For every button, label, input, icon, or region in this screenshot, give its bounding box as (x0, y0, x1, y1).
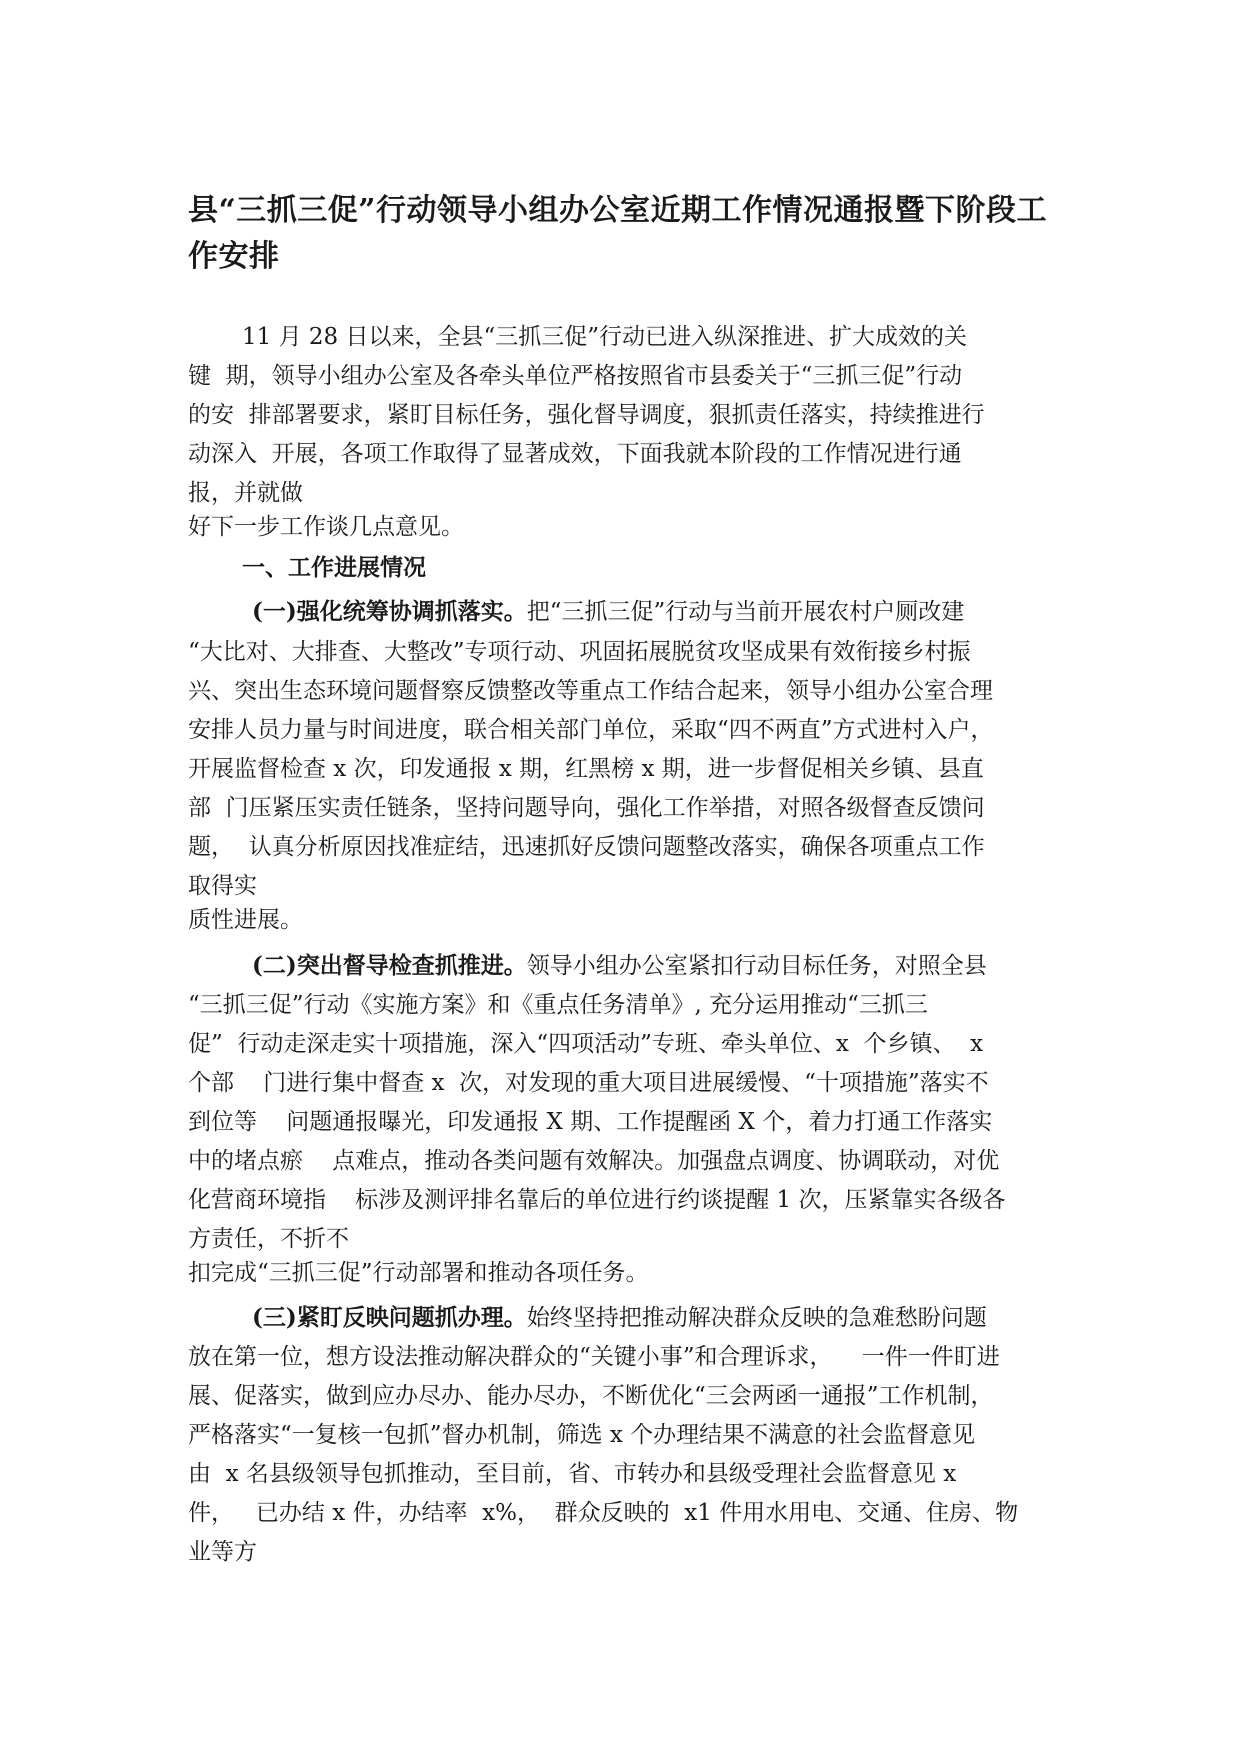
item3-line: 放在第一位，想方设法推动解决群众的“关键小事”和合理诉求， 一件一件盯进 (188, 1344, 1000, 1370)
item3-line: 由 x 名县级领导包抓推动，至目前，省、市转办和县级受理社会监督意见 x (188, 1461, 957, 1487)
item3-first-line (252, 1303, 987, 1333)
item1-line: 安排人员力量与时间进度，联合相关部门单位，采取“四不两直”方式进村入户， (188, 717, 994, 743)
item1-line: 兴、突出生态环境问题督察反馈整改等重点工作结合起来，领导小组办公室合理 (188, 678, 993, 704)
item1-text: 把“三抓三促”行动与当前开展农村户厕改建 (526, 599, 965, 625)
item2-label: (二)突出督导检查抓推进。 (252, 952, 527, 979)
intro-line: 动深入 开展，各项工作取得了显著成效，下面我就本阶段的工作情况进行通 (188, 441, 962, 467)
item3-label: (三)紧盯反映问题抓办理。 (252, 1304, 527, 1331)
item2-line: 促” 行动走深走实十项措施，深入“四项活动”专班、牵头单位、x 个乡镇、 x (188, 1031, 984, 1057)
intro-line: 报，并就做 (188, 480, 303, 506)
item3-text: 始终坚持把推动解决群众反映的急难愁盼问题 (526, 1305, 987, 1331)
item2-text: 领导小组办公室紧扣行动目标任务，对照全县 (526, 953, 987, 979)
item2-line: 到位等 问题通报曝光，印发通报 X 期、工作提醒函 X 个，着力打通工作落实 (188, 1109, 993, 1135)
item3-line: 展、促落实，做到应办尽办、能办尽办，不断优化“三会两函一通报”工作机制， (188, 1383, 994, 1409)
item2-line: 化营商环境指 标涉及测评排名靠后的单位进行约谈提醒 1 次，压紧靠实各级各 (188, 1187, 1006, 1213)
document-title: 县“三抓三促”行动领导小组办公室近期工作情况通报暨下阶段工作安排 (188, 193, 1048, 274)
intro-line: 的安 排部署要求，紧盯目标任务，强化督导调度，狠抓责任落实，持续推进行 (188, 402, 985, 428)
item2-line: 中的堵点瘀 点难点，推动各类问题有效解决。加强盘点调度、协调联动，对优 (188, 1148, 1000, 1174)
item1-line: 取得实 (188, 873, 257, 899)
item3-line: 业等方 (188, 1539, 257, 1565)
item3-line: 严格落实“一复核一包抓”督办机制，筛选 x 个办理结果不满意的社会监督意见 (188, 1422, 976, 1448)
item2-first-line (252, 951, 987, 981)
item1-line: 质性进展。 (188, 907, 303, 933)
item1-line: 开展监督检查 x 次，印发通报 x 期，红黑榜 x 期，进一步督促相关乡镇、县直 (188, 756, 984, 782)
item2-line: “三抓三促”行动《实施方案》和《重点任务清单》, 充分运用推动“三抓三 (188, 992, 928, 1018)
item1-line: “大比对、大排查、大整改”专项行动、巩固拓展脱贫攻坚成果有效衔接乡村振 (188, 639, 971, 665)
item1-label: (一)强化统筹协调抓落实。 (252, 598, 527, 625)
item2-line: 方责任，不折不 (188, 1226, 349, 1252)
section-heading: 一、工作进展情况 (242, 554, 426, 581)
item3-line: 件， 已办结 x 件，办结率 x%， 群众反映的 x1 件用水用电、交通、住房、物 (188, 1500, 1019, 1526)
item2-line: 扣完成“三抓三促”行动部署和推动各项任务。 (188, 1260, 649, 1286)
item1-first-line (252, 597, 964, 627)
item2-line: 个部 门进行集中督查 x 次，对发现的重大项目进展缓慢、“十项措施”落实不 (188, 1070, 989, 1096)
intro-line: 键 期，领导小组办公室及各牵头单位严格按照省市县委关于“三抓三促”行动 (188, 363, 963, 389)
item1-line: 部 门压紧压实责任链条，坚持问题导向，强化工作举措，对照各级督查反馈问 (188, 795, 985, 821)
intro-line: 11 月 28 日以来，全县“三抓三促”行动已进入纵深推进、扩大成效的关 (242, 324, 967, 350)
item1-line: 题， 认真分析原因找准症结，迅速抓好反馈问题整改落实，确保各项重点工作 (188, 834, 985, 860)
intro-line: 好下一步工作谈几点意见。 (188, 514, 464, 540)
